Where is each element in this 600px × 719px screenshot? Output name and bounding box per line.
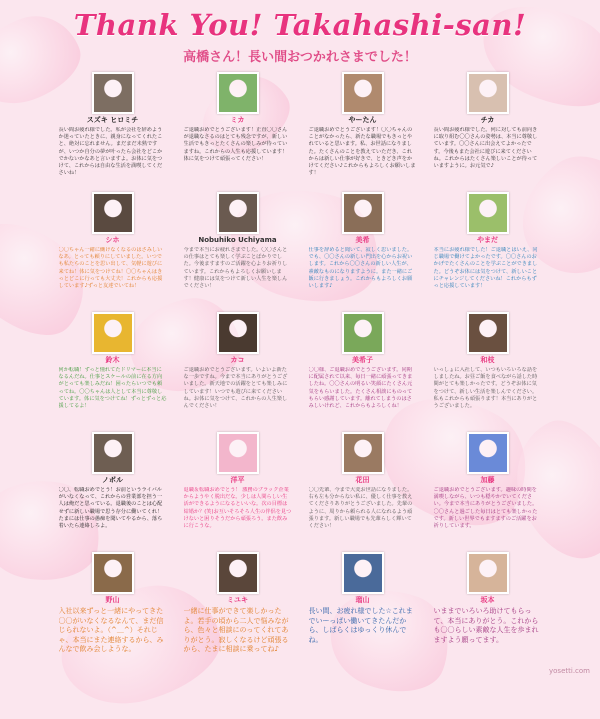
card-message: いっしょに入社して、いつもいろいろな話をしましたね。お昼ご飯を食べながら話した時間がとても楽しかったです。どうぞお体に気をつけて、新しい生活を楽しんでください。私もこれからも頑張ります！本当にありがとうございました。 — [433, 367, 538, 410]
message-card — [300, 192, 425, 312]
man-suit-icon — [217, 192, 259, 234]
message-card — [300, 72, 425, 192]
woman-portrait-icon — [217, 552, 259, 594]
message-card — [50, 192, 175, 312]
message-card — [175, 72, 300, 192]
card-name: 美希 — [355, 236, 370, 244]
woman-portrait-icon — [92, 192, 134, 234]
card-message: ご退職おめでとうございます。趣味の時間を満喫しながら、いつも穏やかでいてください。今まで本当にありがとうございました。〇〇さんと過ごした毎日はとても楽しかったです。新しい世界でもますますのご活躍をお祈りしています。 — [433, 487, 538, 530]
woman-smile-icon — [342, 72, 384, 114]
woman-hat-icon — [467, 312, 509, 354]
message-card — [50, 552, 175, 672]
card-message: 仕事を辞めると聞いて、寂しく思いました。でも、〇〇さんの新しい門出を心からお祝いします。これから〇〇さんの新しい人生が、素敵なものになりますように。また一緒にご飯に行きましょう。これからもよろしくお願いします♪ — [308, 247, 413, 290]
message-card — [300, 312, 425, 432]
card-message: 退職＆転職おめでとう！ 激務のブラック企業からようやく脱出だな。少しは人間らしい生活ができるようになるといいな。次の目標は結婚か？(笑)お互いそろそろ人生の伴侶を見つけないと困りそうだから頑張ろう。また飲みに行こうな。 — [183, 487, 292, 530]
woman-portrait-icon — [217, 312, 259, 354]
card-message: 〇〇、転職おめでとう！お前というライバルがいなくなって、これからの営業部を担う一人は俺だと思っている。退職後のことは心配せずに新しい職場で思う存分に働いてくれ！たまには仕事の愚痴を聞いてやるから、落ち着いたら連絡しろよ。 — [58, 487, 163, 530]
card-name: シホ — [105, 236, 120, 244]
card-name: 美希子 — [352, 356, 373, 364]
card-name: Nobuhiko Uchiyama — [198, 236, 277, 244]
message-card — [425, 312, 550, 432]
page-subtitle: 高橋さん！長い間おつかれさまでした！ — [183, 50, 417, 65]
card-message: 長い間お疲れ様でした。私が会社を辞めようか迷っていたときに、親身になってくれたこと、絶対に忘れません。まだまだ未熟ですが、いつか自分の夢が叶ったら会社をどこかでかないかなあと言いますよ。お体に気をつけて、これからは自由な生活を満喫してくださいね！ — [58, 127, 163, 177]
card-message: 〇〇様、ご退職おめでとうございます。同期に配属されて以来、毎日一緒に頑張ってきましたね。〇〇さんの明るい笑顔にたくさん元気をもらいました。たくさん相談にものってもらい感謝しています。離れてしまうのはさみしいけれど、これからもよろしくね！ — [308, 367, 413, 410]
message-card — [175, 552, 300, 672]
card-message: 長い間、お疲れ様でした☆これまでいーっぱい働いてきたんだから、しばらくはゆっくり休んでね。 — [308, 607, 413, 644]
message-card — [300, 552, 425, 672]
message-card — [300, 432, 425, 552]
baby-portrait-icon — [467, 552, 509, 594]
message-card — [425, 552, 550, 672]
train-icon — [342, 552, 384, 594]
card-name: やーたん — [348, 116, 377, 124]
card-message: 〇〇先輩、今まで大変お世話になりました。右も左も分からない私に、優しく仕事を教えてくださりありがとうございました。先輩のように、周りから頼られる人になれるよう頑張ります。新しい職場でも先輩らしく輝いてください！ — [308, 487, 413, 530]
flower-bouquet-icon — [217, 72, 259, 114]
cherry-blossom-icon — [217, 432, 259, 474]
child-outdoor-icon — [342, 312, 384, 354]
woman-smile-icon — [342, 192, 384, 234]
card-name: 洋平 — [230, 476, 245, 484]
card-message: 一緒に仕事ができて楽しかったよ。若手の頃から二人で悩みながら、色々と相談にのってくれてありがとう。寂しくなるけど頑張るから、たまに相談に乗ってね♪ — [183, 607, 289, 653]
card-message: 何か転職！ずっと憧れてたドリマーに本当になるんだね。仕事とスケールの前に在る方向がとっても楽しみだね！困ったらいつでも頼ってね。〇〇ちゃんは人として本当に尊敬しています。体に気をつけてね！ずっとずっと応援してるよ！ — [58, 367, 167, 410]
message-card — [425, 72, 550, 192]
card-name: ミカ — [230, 116, 245, 124]
card-name: 花田 — [355, 476, 370, 484]
card-message: 入社以来ずっと一緒にやってきた〇〇がいなくなるなんて、まだ信じられないよ。（^＿^）それじゃ、本当にまた連絡するから、みんなで飲み会しような。 — [58, 607, 164, 653]
watermark: yosetti.com — [549, 667, 590, 675]
man-sunglasses-icon — [92, 552, 134, 594]
card-name: 瑠山 — [355, 596, 370, 604]
card-name: 鈴木 — [105, 356, 120, 364]
card-name: 和枝 — [480, 356, 495, 364]
woman-outdoor-icon — [467, 192, 509, 234]
card-message: 長い間お疲れ様でした。何に対しても前向きに取り組む〇〇さんの姿勢は、本当に尊敬しています。〇〇さんに出会えてよかったです。今後もまた会社に遊びに来てくださいね。これからはたくさん楽しいことが待っていますように。お元気で♪ — [433, 127, 538, 170]
card-message: 〇〇ちゃん一緒に働けなくなるのはさみしいなあ。とっても頼りにしていました。いつでも私たちのことを思い出して、気軽に遊びに来てね！体に気をつけてね！〇〇ちゃんはきっとどこに行っても大丈夫！これからも応援しています♪ずっと友達でいてね！ — [58, 247, 163, 290]
card-name: ノボル — [102, 476, 123, 484]
message-card — [175, 312, 300, 432]
message-card — [175, 192, 300, 312]
message-card — [425, 192, 550, 312]
card-message: いままでいろいろ助けてもらって、本当にありがとう。これからも〇〇らしい素敵な人生を歩まれますよう願ってます。 — [433, 607, 539, 644]
card-name: スズキ ヒロミチ — [86, 116, 139, 124]
baby-portrait-icon — [467, 72, 509, 114]
lotus-flower-icon — [467, 432, 509, 474]
message-card — [50, 432, 175, 552]
sunflower-icon — [92, 312, 134, 354]
card-name: カコ — [230, 356, 245, 364]
woman-smile-icon — [342, 432, 384, 474]
message-card — [50, 312, 175, 432]
message-grid — [50, 72, 550, 672]
card-message: ご退職おめでとうございます！正直〇〇さんが退職なさるのはとても残念ですが、新しい生活でもきっとたくさんの楽しみが待っていますね。これからの人生も応援しています！体に気をつけて頑張ってください！ — [183, 127, 288, 162]
message-card — [175, 432, 300, 552]
page-header — [0, 8, 600, 65]
card-name: 野山 — [105, 596, 120, 604]
card-name: 坂本 — [480, 596, 495, 604]
man-portrait-icon — [92, 432, 134, 474]
card-message: ご退職おめでとうございます！〇〇ちゃんのことがなかったら、新たな職場でもきっとやれていると思います。私、お世話になりました。たくさんのことを教えていただき、これからは新しい仕事が好きで、ときどき声をかけてください♪これからもよろしくお願いします！ — [308, 127, 416, 177]
card-message: 本当にお疲れ様でした！ご退職とはいえ、同じ職場で働けてよかったです。〇〇さんのおかげでたくさんのことを学ぶことができました。どうぞお体には気をつけて、新しいことにチャレンジしてくださいね！これからもずっと応援しています！ — [433, 247, 538, 290]
message-card — [425, 432, 550, 552]
card-name: チカ — [480, 116, 495, 124]
card-name: 加藤 — [480, 476, 495, 484]
card-name: ミユキ — [227, 596, 248, 604]
card-message: 今まで本当にお疲れさまでした。〇〇さんとの仕事はとても楽しく学ぶことばかりでした。今後ますますのご活躍を心よりお祈りしています。これからもよろしくお願いします！健康には気をつけて新しい人生を楽しんでください！ — [183, 247, 288, 290]
page-title: Thank You! Takahashi-san! — [73, 8, 527, 42]
man-portrait-icon — [92, 72, 134, 114]
message-card — [50, 72, 175, 192]
card-message: ご退職おめでとうございます。いよいよ新たな一歩ですね。今まで本当にありがとうございました。新天地での活躍をとても楽しみにしています！いつでも遊びに来てくださいね。お体に気をつけて、これからの人生楽しんでください！ — [183, 367, 288, 410]
card-name: やまだ — [477, 236, 498, 244]
